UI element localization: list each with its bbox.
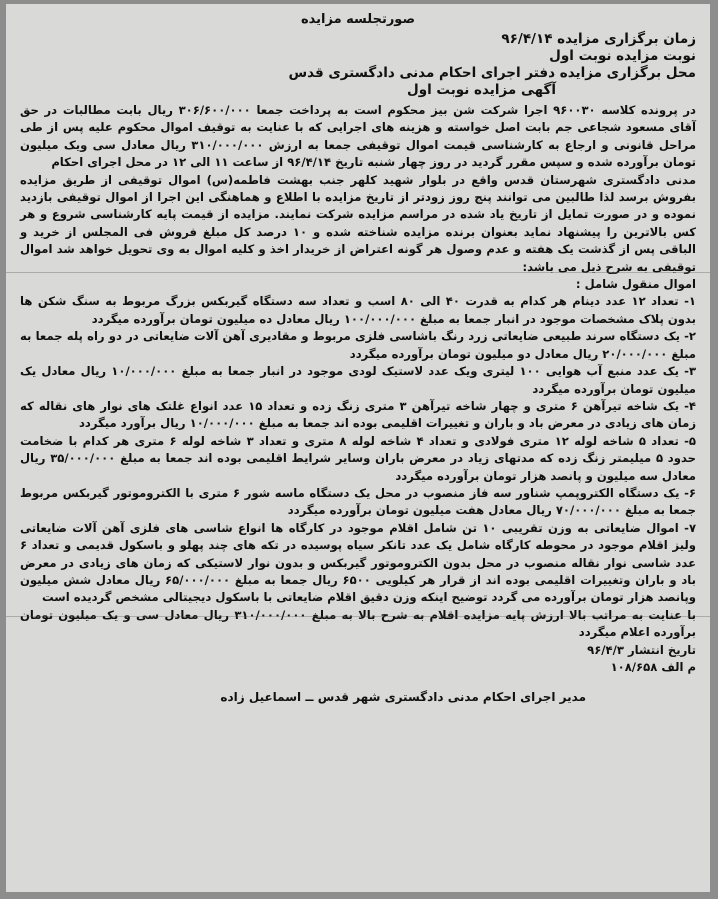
newspaper-clipping (6, 4, 710, 892)
closing-paragraph: با عنایت به مراتب بالا ارزش پایه مزایده اقلام به شرح بالا به مبلغ ۳۱۰/۰۰۰/۰۰۰ ریال معادل سی و یک میلیون تومان برآورده اعلام میگردد (20, 607, 696, 640)
terms-paragraph: مدنی دادگستری شهرستان قدس واقع در بلوار شهید کلهر جنب بهشت فاطمه(س) اموال توقیفی از طریق مزایده بفروش برسد لذا طالبین می توانند پنج روز زودتر از تاریخ مزایده با اطلاع و هماهنگی این اجرا از اموال توقیفی بازدید نموده و در صورت تمایل از تاریخ یاد شده در مراسم مزایده شرکت نمایند. مزایده از قیمت پایه کارشناسی شروع و هر کس بالاترین را پیشنهاد نماید بعنوان برنده مزایده شناخته شده و ۱۰ درصد کل مبلغ فروش فی المجلس از خرید و الباقی پس از گذشت یک هفته و عدم وصول هر گونه اعتراض از خریدار اخذ و کلیه اموال به وی تحویل خواهد شد اموال توقیفی به شرح ذیل می باشد: (20, 172, 696, 274)
document-title: صورتجلسه مزایده (300, 12, 416, 27)
list-item: ۲- یک دستگاه سرند طبیعی ضایعاتی زرد رنگ باشاسی فلزی مربوط و مقادیری آهن آلات ضایعاتی در دو راه پله جمعا به مبلغ ۲۰/۰۰۰/۰۰۰ ریال معادل دو میلیون تومان برآورده میگردد (20, 329, 696, 361)
reference-code: م الف ۱۰۸/۶۵۸ (610, 659, 696, 674)
list-item: ۷- اموال ضایعاتی به وزن تقریبی ۱۰ تن شامل اقلام موجود در کارگاه ها انواع شاسی های فلزی آهن آلات ضایعاتی ولیز اقلام موجود در محوطه کارگاه شامل یک عدد تانکر سیاه پوسیده در تکه های چند پهلو و باسکول قدیمی و تعداد ۶ عدد شاسی نوار نقاله منصوب در محل بدون الکتروموتور گیربکس و بدون نوار لاستیکی که زمان های زیادی در معرض باد و باران وتغییرات اقلیمی بوده اند از قرار هر کیلویی ۶۵۰۰ ریال جمعا به مبلغ ۶۵/۰۰۰/۰۰۰ ریال معادل شش میلیون وپانصد هزار تومان برآورده می گردد توضیح اینکه وزن دقیق اقلام ضایعاتی با باسکول دیجیتالی مشخص گردیده است (20, 520, 697, 605)
fold-crease (6, 616, 710, 617)
case-paragraph: در پرونده کلاسه ۹۶۰۰۳۰ اجرا شرکت شن بیز محکوم است به پرداخت جمعا ۳۰۶/۶۰۰/۰۰۰ ریال بابت مطالبات در حق آقای مسعود شجاعی جم بابت اصل خواسته و هزینه های اجرایی که با عنایت به توقیف اموال محکوم علیه پس از طی مراحل قانونی و ارجاع به کارشناسی قیمت اموال توقیفی جمعا به ارزش ۳۱۰/۰۰۰/۰۰۰ ریال معادل سی ویک میلیون تومان برآورده شده و سپس مقرر گردید در روز چهار شنبه تاریخ ۹۶/۴/۱۴ از ساعت ۱۱ الی ۱۲ در محل اجرای احکام (20, 103, 696, 170)
notice-body (20, 102, 696, 642)
list-item: ۳- یک عدد منبع آب هوایی ۱۰۰ لیتری ویک عدد لاستیک لودی موجود در انبار جمعا به مبلغ ۱۰/۰۰۰/۰۰۰ ریال معادل یک میلیون تومان برآورده میگردد (20, 364, 697, 396)
list-item: ۵- تعداد ۵ شاخه لوله ۱۲ متری فولادی و تعداد ۴ شاخه لوله ۸ متری و تعداد ۳ شاخه لوله ۶ متری هر کدام با ضخامت حدود ۵ میلیمتر زنگ زده که مدتهای زیاد در معرض باران وسایر شرایط اقلیمی بوده اند جمعا به مبلغ ۳۵/۰۰۰/۰۰۰ ریال معادل سه میلیون و پانصد هزار تومان برآورده میگردد (20, 433, 696, 483)
notice-subheading: آگهی مزایده نوبت اول (407, 82, 556, 98)
property-list (20, 293, 696, 606)
publish-date: تاریخ انتشار ۹۶/۴/۳ (587, 642, 696, 657)
fold-crease (6, 272, 710, 273)
list-item: ۱- تعداد ۱۲ عدد دینام هر کدام به قدرت ۴۰ الی ۸۰ اسب و تعداد سه دستگاه گیربکس بزرگ مربوط به سنگ شکن ها بدون پلاک مشخصات موجود در انبار جمعا به مبلغ ۱۰۰/۰۰۰/۰۰۰ ریال معادل ده میلیون تومان برآورده میگردد (20, 294, 696, 326)
list-item: ۶- یک دستگاه الکتروپمپ شناور سه فاز منصوب در محل یک دستگاه ماسه شور ۶ متری با الکتروموتور گیربکس مربوط جمعا به مبلغ ۷۰/۰۰۰/۰۰۰ ریال معادل هفت میلیون تومان برآورده میگردد (20, 485, 696, 518)
movable-property-heading: اموال منقول شامل : (575, 277, 696, 292)
list-item: ۴- یک شاخه تیرآهن ۶ متری و چهار شاخه تیرآهن ۳ متری زنگ زده و تعداد ۱۵ عدد انواع غلتک های نوار های نقاله که زمان های زیادی در معرض باد و باران و تغییرات اقلیمی بوده اند جمعا به مبلغ ۱۰/۰۰۰/۰۰۰ ریال برآورد میگردد (20, 398, 696, 431)
signature-line: مدیر اجرای احکام مدنی دادگستری شهر قدس ــ اسماعیل زاده (220, 689, 586, 704)
auction-date: زمان برگزاری مزایده ۹۶/۴/۱۴ (501, 31, 696, 47)
auction-round: نوبت مزایده نوبت اول (549, 48, 696, 64)
auction-location: محل برگزاری مزایده دفتر اجرای احکام مدنی دادگستری قدس (288, 65, 696, 81)
